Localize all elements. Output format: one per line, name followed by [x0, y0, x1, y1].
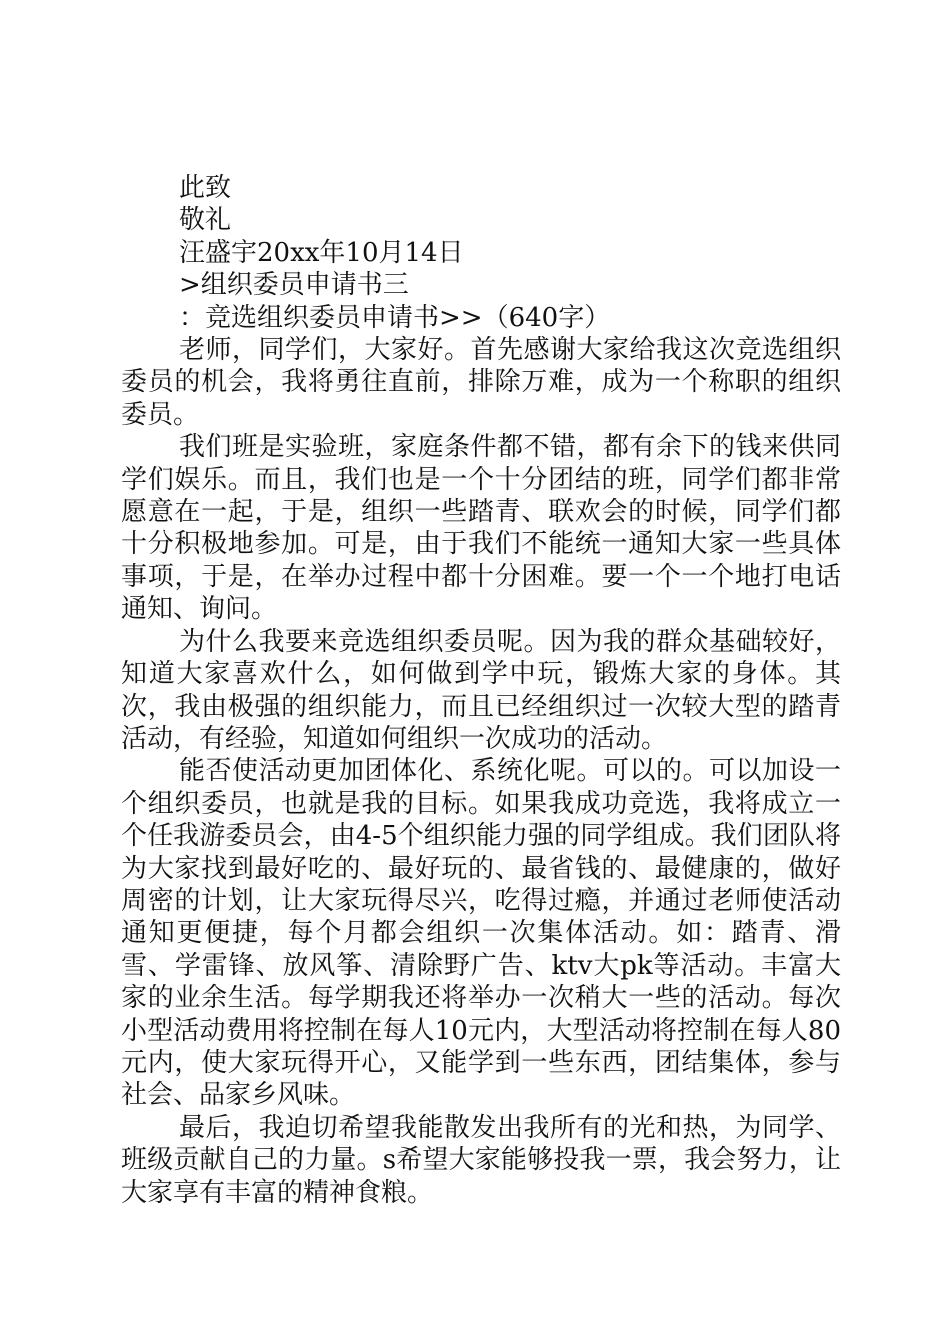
signature-line: 汪盛宇20xx年10月14日: [179, 237, 464, 268]
paragraph-class-background: 我们班是实验班，家庭条件都不错，都有余下的钱来供同学们娱乐。而且，我们也是一个十分团结的班，同学们都非常愿意在一起，于是，组织一些踏青、联欢会的时候，同学们都十分积极地参加。可是，由于我们不能统一通知大家一些具体事项，于是，在举办过程中都十分困难。要一个一个地打电话通知、询问。: [121, 432, 841, 625]
salutation-line-1: 此致: [179, 173, 232, 203]
salutation-line-2: 敬礼: [179, 205, 232, 236]
document-body: [121, 172, 841, 1209]
paragraph-conclusion: 最后，我迫切希望我能散发出我所有的光和热，为同学、班级贡献自己的力量。s希望大家能够投我一票，我会努力，让大家享有丰富的精神食粮。: [121, 1112, 841, 1208]
paragraph-plan: 能否使活动更加团体化、系统化呢。可以的。可以加设一个组织委员，也就是我的目标。如果我成功竞选，我将成立一个任我游委员会，由4-5个组织能力强的同学组成。我们团队将为大家找到最好吃的、最好玩的、最省钱的、最健康的，做好周密的计划，让大家玩得尽兴，吃得过瘾，并通过老师使活动通知更便捷，每个月都会组织一次集体活动。如：踏青、滑雪、学雷锋、放风筝、清除野广告、ktv大pk等活动。丰富大家的业余生活。每学期我还将举办一次稍大一些的活动。每次小型活动费用将控制在每人10元内，大型活动将控制在每人80元内，使大家玩得开心，又能学到一些东西，团结集体，参与社会、品家乡风味。: [121, 756, 841, 1111]
paragraph-greeting: 老师，同学们，大家好。首先感谢大家给我这次竞选组织委员的机会，我将勇往直前，排除万难，成为一个称职的组织委员。: [121, 335, 841, 430]
paragraph-reasons: 为什么我要来竞选组织委员呢。因为我的群众基础较好，知道大家喜欢什么，如何做到学中玩，锻炼大家的身体。其次，我由极强的组织能力，而且已经组织过一次较大型的踏青活动，有经验，知道如何组织一次成功的活动。: [121, 626, 841, 754]
section-heading-line-1: >组织委员申请书三: [179, 270, 409, 301]
section-heading-line-2: ：竞选组织委员申请书>>（640字）: [179, 302, 611, 333]
